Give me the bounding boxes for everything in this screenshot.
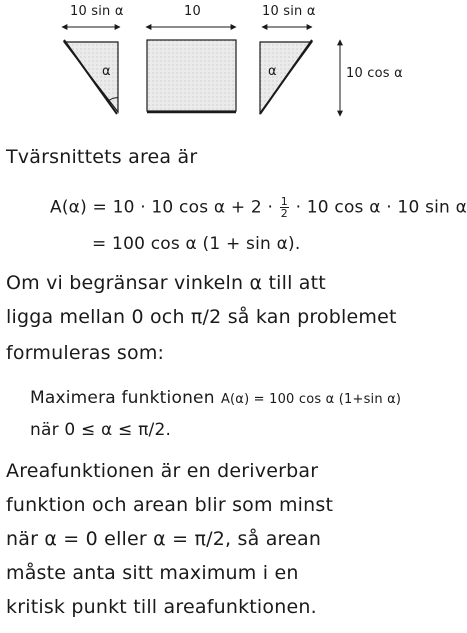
equation-area xyxy=(50,196,467,219)
fraction-numerator: 1 xyxy=(280,195,288,208)
para1-line3: formuleras som: xyxy=(6,342,165,364)
angle-label-left: α xyxy=(102,64,111,79)
dim-height-label: 10 cos α xyxy=(346,66,403,81)
para2-line5: kritisk punkt till areafunktionen. xyxy=(6,596,317,618)
para2-line1: Areafunktionen är en deriverbar xyxy=(6,460,319,482)
maximize-label: Maximera funktionen xyxy=(30,388,215,408)
para1-line2: ligga mellan 0 och π/2 så kan problemet xyxy=(6,306,397,328)
maximize-statement-line1 xyxy=(30,386,401,408)
equation-simplified: = 100 cos α (1 + sin α). xyxy=(92,234,301,254)
para1-line1: Om vi begränsar vinkeln α till att xyxy=(6,272,326,294)
equation-rhs-part2: · 10 cos α · 10 sin α xyxy=(295,197,467,218)
maximize-function: A(α) = 100 cos α (1+sin α) xyxy=(220,392,402,407)
fraction-denominator: 2 xyxy=(280,207,288,220)
angle-label-right: α xyxy=(268,64,277,79)
maximize-statement-line2: när 0 ≤ α ≤ π/2. xyxy=(30,420,172,440)
dim-left-label: 10 sin α xyxy=(70,4,124,19)
para2-line4: måste anta sitt maximum i en xyxy=(6,562,299,584)
middle-rectangle-piece xyxy=(147,40,236,111)
para2-line3: när α = 0 eller α = π/2, så arean xyxy=(6,528,322,550)
equation-rhs-part1: 10 · 10 cos α + 2 · xyxy=(112,197,274,218)
para2-line2: funktion och arean blir som minst xyxy=(6,494,334,516)
equation-lhs: A(α) = xyxy=(50,197,107,218)
one-half-fraction xyxy=(280,196,289,219)
dim-right-label: 10 sin α xyxy=(262,4,316,19)
intro-text: Tvärsnittets area är xyxy=(6,146,198,168)
dim-middle-label: 10 xyxy=(184,4,201,19)
